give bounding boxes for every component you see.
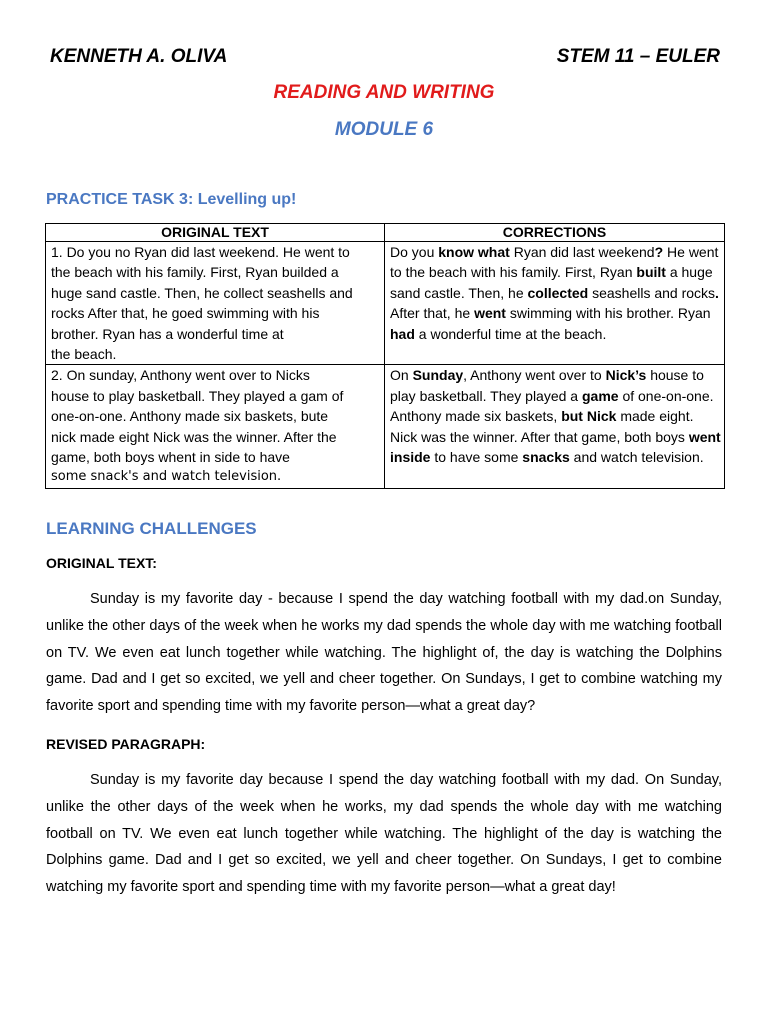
correction-text: and watch television. xyxy=(569,449,704,466)
original-line: brother. Ryan has a wonderful time at xyxy=(51,325,284,342)
class-section: STEM 11 – EULER xyxy=(556,46,720,67)
correction-text: to have some xyxy=(430,449,523,466)
correction-highlight: but Nick xyxy=(561,408,617,425)
correction-highlight: had xyxy=(390,325,415,342)
correction-highlight: ? xyxy=(654,244,664,260)
student-name: KENNETH A. OLIVA xyxy=(50,46,228,67)
revised-paragraph-label: REVISED PARAGRAPH: xyxy=(46,736,206,752)
practice-task-heading: PRACTICE TASK 3: Levelling up! xyxy=(46,191,297,208)
correction-text: Ryan did last weekend xyxy=(509,244,655,260)
correction-highlight: know what xyxy=(438,244,510,260)
column-header-original: ORIGINAL TEXT xyxy=(46,224,385,242)
correction-text: made eight. Nick was the winner. After that game, both boys xyxy=(390,408,694,445)
original-line: huge sand castle. Then, he collect seashells and xyxy=(51,284,353,301)
correction-text: of one-on-one. Anthony made six baskets, xyxy=(390,387,714,425)
correction-text: After that, he xyxy=(390,305,475,322)
correction-highlight: went xyxy=(474,305,506,322)
correction-text: a huge sand castle. Then, he xyxy=(390,264,713,301)
module-title: MODULE 6 xyxy=(334,119,434,140)
original-text-label: ORIGINAL TEXT: xyxy=(46,555,157,571)
correction-highlight: snacks xyxy=(522,449,570,466)
original-line: nick made eight Nick was the winner. After the xyxy=(51,428,337,445)
correction-text: seashells and rocks xyxy=(588,284,716,301)
revised-paragraph: Sunday is my favorite day because I spend the day watching football with my dad. On Sunday, unlike the other days of the week when he works, my dad spends the whole day with me watching football on TV. We even eat lunch together while watching. The highlight of the day is watching the Dolphins game. Dad and I get so excited, we yell and cheer together. On Sundays, I get to combine watching my favorite sport and spending time with my favorite person—what a great day! xyxy=(46,772,722,896)
original-line: rocks After that, he goed swimming with his xyxy=(51,305,320,322)
correction-text: On xyxy=(390,367,413,384)
original-line: game, both boys whent in side to have xyxy=(51,449,290,466)
original-line: the beach. xyxy=(51,346,117,363)
corrections-table xyxy=(45,223,725,489)
original-line: 2. On sunday, Anthony went over to Nicks xyxy=(51,367,310,384)
correction-text: swimming with his brother. Ryan xyxy=(505,305,711,322)
correction-text: He went to the beach with his family. First, Ryan xyxy=(390,244,719,281)
correction-text: a wonderful time at the beach. xyxy=(414,325,607,342)
table-row xyxy=(46,242,725,365)
original-line: some snack's and watch television. xyxy=(51,469,282,485)
correction-highlight: Nick’s xyxy=(605,367,647,384)
table-row xyxy=(46,365,725,488)
table-header-row xyxy=(46,224,725,242)
correction-highlight: Sunday xyxy=(412,367,464,384)
document-title: READING AND WRITING xyxy=(273,82,495,103)
corrected-cell xyxy=(385,242,725,365)
corrected-cell xyxy=(385,365,725,488)
correction-text: Do you xyxy=(390,244,439,260)
correction-highlight: game xyxy=(581,387,619,404)
original-paragraph: Sunday is my favorite day - because I spend the day watching football with my dad.on Sunday, unlike the other days of the week when he works my dad spends the whole day with me watching football on TV. We even eat lunch together while watching. The highlight of, the day is watching the Dolphins game. Dad and I get so excited, we yell and cheer together. On Sundays, I get to combine watching my favorite sport and spending time with my favorite person—what a great day? xyxy=(46,591,722,715)
original-cell xyxy=(46,242,385,365)
correction-text: , Anthony went over to xyxy=(463,367,606,384)
correction-highlight: collected xyxy=(527,284,589,301)
original-cell xyxy=(46,365,385,488)
original-line: 1. Do you no Ryan did last weekend. He went to xyxy=(51,244,350,260)
correction-text: house to play basketball. They played a xyxy=(390,367,704,404)
column-header-corrections: CORRECTIONS xyxy=(385,224,725,242)
correction-highlight: went inside xyxy=(390,428,721,466)
original-line: the beach with his family. First, Ryan builded a xyxy=(51,264,339,281)
correction-highlight: built xyxy=(636,264,666,281)
learning-challenges-heading: LEARNING CHALLENGES xyxy=(46,519,257,538)
original-line: one-on-one. Anthony made six baskets, bute xyxy=(51,408,329,425)
original-line: house to play basketball. They played a gam of xyxy=(51,387,344,404)
correction-highlight: . xyxy=(715,284,719,301)
